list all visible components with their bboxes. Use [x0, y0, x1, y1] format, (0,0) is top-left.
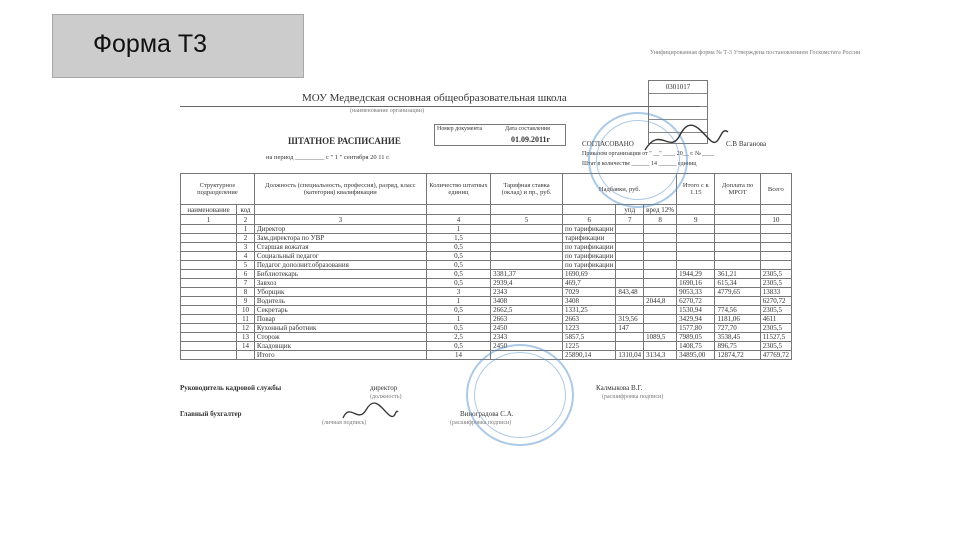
- table-cell: [616, 333, 644, 342]
- doc-meta-box: [434, 124, 566, 146]
- header-cell: Доплата по МРОТ: [715, 174, 760, 205]
- table-cell: [677, 225, 715, 234]
- sign-sub: (личная подпись): [322, 420, 367, 426]
- staff-table: [180, 173, 792, 360]
- table-cell: 361,21: [715, 270, 760, 279]
- table-cell: по тарификации: [563, 225, 616, 234]
- name-sub: (расшифровка подписи): [450, 420, 512, 426]
- header-cell: Надбавки, руб.: [563, 174, 677, 205]
- header-cell: Должность (специальность, профессия), разряд, класс (категория) квалификации: [254, 174, 426, 205]
- staff-count: Штат в количестве ______ 14 ______ единиц: [582, 161, 697, 167]
- table-cell: Кладовщик: [254, 342, 426, 351]
- table-cell: [181, 270, 237, 279]
- table-cell: 3538,45: [715, 333, 760, 342]
- table-cell: 4779,65: [715, 288, 760, 297]
- table-cell: 1181,06: [715, 315, 760, 324]
- table-row: [181, 315, 792, 324]
- table-cell: 25890,14: [563, 351, 616, 360]
- table-cell: 11: [237, 315, 255, 324]
- table-cell: 7989,05: [677, 333, 715, 342]
- table-cell: 2663: [563, 315, 616, 324]
- table-cell: Директор: [254, 225, 426, 234]
- table-cell: [644, 324, 677, 333]
- staffing-document: [170, 48, 861, 448]
- table-cell: 11527,5: [760, 333, 791, 342]
- subheader-cell: код: [237, 205, 255, 215]
- table-cell: 1223: [563, 324, 616, 333]
- header-cell: Итого с к 1.15: [677, 174, 715, 205]
- period: на период _________ с " 1 " сентября 20 11 г.: [266, 154, 390, 161]
- table-cell: Сторож: [254, 333, 426, 342]
- table-cell: Секретарь: [254, 306, 426, 315]
- table-cell: [237, 351, 255, 360]
- table-cell: [644, 306, 677, 315]
- table-cell: 1690,69: [563, 270, 616, 279]
- table-cell: 2305,5: [760, 324, 791, 333]
- table-cell: 1089,5: [644, 333, 677, 342]
- table-row: [181, 243, 792, 252]
- doc-num-label: Номер документа: [437, 126, 483, 132]
- table-cell: Повар: [254, 315, 426, 324]
- table-cell: 3: [237, 243, 255, 252]
- table-cell: по тарификации: [563, 243, 616, 252]
- table-cell: 47769,72: [760, 351, 791, 360]
- table-cell: [491, 243, 563, 252]
- table-cell: [715, 243, 760, 252]
- table-cell: 14: [237, 342, 255, 351]
- table-cell: [644, 252, 677, 261]
- table-cell: 1690,16: [677, 279, 715, 288]
- code-value: 0301017: [649, 81, 707, 94]
- table-cell: 10: [237, 306, 255, 315]
- table-cell: [644, 288, 677, 297]
- table-cell: 0,5: [426, 243, 490, 252]
- table-cell: [760, 261, 791, 270]
- table-cell: 3381,37: [491, 270, 563, 279]
- table-row: [181, 270, 792, 279]
- table-cell: 9: [237, 297, 255, 306]
- table-cell: 1: [237, 225, 255, 234]
- doc-title: ШТАТНОЕ РАСПИСАНИЕ: [288, 136, 401, 146]
- table-cell: 1225: [563, 342, 616, 351]
- table-cell: 8: [237, 288, 255, 297]
- table-cell: [616, 297, 644, 306]
- table-row: [181, 225, 792, 234]
- table-cell: [491, 252, 563, 261]
- signature-icon: [640, 120, 730, 160]
- signature-icon: [340, 400, 400, 426]
- table-cell: 1530,94: [677, 306, 715, 315]
- head-name: Калмыкова В.Г.: [596, 384, 643, 392]
- table-cell: 34895,00: [677, 351, 715, 360]
- table-cell: 7: [237, 279, 255, 288]
- accountant-name: Виноградова С.А.: [460, 410, 514, 418]
- table-cell: Водитель: [254, 297, 426, 306]
- table-cell: 319,56: [616, 315, 644, 324]
- col-number: 6: [563, 215, 616, 225]
- table-cell: 0,5: [426, 270, 490, 279]
- table-cell: 3134,3: [644, 351, 677, 360]
- table-cell: 2305,5: [760, 270, 791, 279]
- table-cell: 2044,8: [644, 297, 677, 306]
- table-cell: [181, 234, 237, 243]
- table-cell: Уборщик: [254, 288, 426, 297]
- table-cell: 3429,94: [677, 315, 715, 324]
- top-note: Унифицированная форма № Т-3 Утверждена постановлением Госкомстата России: [650, 50, 861, 56]
- table-cell: [715, 252, 760, 261]
- head-role-sub: (должность): [370, 394, 402, 400]
- col-number: 9: [677, 215, 715, 225]
- table-cell: Педагог дополнит.образования: [254, 261, 426, 270]
- table-cell: 2450: [491, 342, 563, 351]
- table-cell: Социальный педагог: [254, 252, 426, 261]
- table-cell: 1944,29: [677, 270, 715, 279]
- table-cell: 3: [426, 288, 490, 297]
- table-header-row: [181, 174, 792, 205]
- doc-date: 01.09.2011г: [511, 135, 551, 144]
- table-cell: [181, 342, 237, 351]
- col-number: 1: [181, 215, 237, 225]
- table-row: [181, 252, 792, 261]
- table-row: [181, 279, 792, 288]
- table-cell: 147: [616, 324, 644, 333]
- table-cell: 13: [237, 333, 255, 342]
- table-cell: [677, 234, 715, 243]
- table-cell: 0,5: [426, 279, 490, 288]
- head-name-sub: (расшифровка подписи): [602, 394, 664, 400]
- table-cell: [181, 279, 237, 288]
- table-cell: 1: [426, 315, 490, 324]
- col-number: 8: [644, 215, 677, 225]
- stamp-icon: [466, 344, 574, 446]
- table-cell: [181, 252, 237, 261]
- table-cell: [644, 315, 677, 324]
- table-cell: [616, 252, 644, 261]
- table-cell: 7029: [563, 288, 616, 297]
- col-number: 10: [760, 215, 791, 225]
- table-cell: 1: [426, 297, 490, 306]
- table-cell: [644, 234, 677, 243]
- table-cell: [181, 288, 237, 297]
- table-cell: [644, 279, 677, 288]
- table-cell: [616, 243, 644, 252]
- table-cell: [181, 243, 237, 252]
- col-number: 3: [254, 215, 426, 225]
- doc-date-label: Дата составления: [505, 126, 550, 132]
- table-cell: [616, 234, 644, 243]
- table-cell: 2305,5: [760, 279, 791, 288]
- table-cell: [715, 225, 760, 234]
- table-cell: [760, 234, 791, 243]
- table-cell: 2343: [491, 333, 563, 342]
- table-cell: 469,7: [563, 279, 616, 288]
- table-cell: Старшая вожатая: [254, 243, 426, 252]
- table-cell: тарификации: [563, 234, 616, 243]
- table-cell: 3408: [491, 297, 563, 306]
- table-cell: 843,48: [616, 288, 644, 297]
- table-cell: [491, 234, 563, 243]
- table-cell: 1331,25: [563, 306, 616, 315]
- table-cell: [491, 261, 563, 270]
- table-cell: [715, 234, 760, 243]
- table-cell: 0,5: [426, 324, 490, 333]
- header-cell: Всего: [760, 174, 791, 205]
- slide-title: Форма Т3: [93, 30, 208, 58]
- table-row: [181, 234, 792, 243]
- subheader-cell: упд: [616, 205, 644, 215]
- table-cell: 1,5: [426, 234, 490, 243]
- table-cell: [677, 261, 715, 270]
- table-cell: [616, 306, 644, 315]
- table-cell: 1408,75: [677, 342, 715, 351]
- table-cell: [760, 243, 791, 252]
- table-cell: [491, 225, 563, 234]
- table-cell: 0,5: [426, 306, 490, 315]
- table-cell: 2939,4: [491, 279, 563, 288]
- table-cell: Итого: [254, 351, 426, 360]
- subheader-cell: вред 12%: [644, 205, 677, 215]
- header-cell: Структурное подразделение: [181, 174, 255, 205]
- org-name: МОУ Медведская основная общеобразовательная школа: [302, 92, 567, 104]
- table-cell: 2305,5: [760, 342, 791, 351]
- table-cell: 5: [237, 261, 255, 270]
- table-cell: [760, 225, 791, 234]
- table-cell: [616, 270, 644, 279]
- table-row: [181, 288, 792, 297]
- table-cell: Библиотекарь: [254, 270, 426, 279]
- table-cell: 4611: [760, 315, 791, 324]
- table-cell: [760, 252, 791, 261]
- table-cell: 2450: [491, 324, 563, 333]
- header-cell: Количество штатных единиц: [426, 174, 490, 205]
- table-cell: по тарификации: [563, 261, 616, 270]
- table-cell: [616, 279, 644, 288]
- table-cell: [677, 243, 715, 252]
- table-row: [181, 297, 792, 306]
- table-row: [181, 306, 792, 315]
- approved-name: С.В Ваганова: [726, 140, 767, 148]
- table-cell: 615,34: [715, 279, 760, 288]
- table-row: [181, 333, 792, 342]
- table-cell: [181, 351, 237, 360]
- table-row: [181, 261, 792, 270]
- table-cell: [616, 261, 644, 270]
- table-cell: 2: [237, 234, 255, 243]
- table-cell: [644, 243, 677, 252]
- table-cell: 2343: [491, 288, 563, 297]
- table-cell: [181, 306, 237, 315]
- approved-order: Приказом организации от " __" ____ 20__ г. № ____: [582, 151, 715, 157]
- table-cell: [644, 225, 677, 234]
- table-cell: 1310,04: [616, 351, 644, 360]
- table-cell: по тарификации: [563, 252, 616, 261]
- table-cell: 0,5: [426, 342, 490, 351]
- head-role: директор: [370, 384, 398, 392]
- table-cell: [715, 297, 760, 306]
- table-cell: [616, 225, 644, 234]
- subheader-row: [181, 205, 792, 215]
- table-cell: 14: [426, 351, 490, 360]
- table-cell: [644, 261, 677, 270]
- table-cell: [181, 333, 237, 342]
- table-cell: [644, 270, 677, 279]
- header-cell: Тарифная ставка (оклад) и пр., руб.: [491, 174, 563, 205]
- table-cell: 2663: [491, 315, 563, 324]
- col-number: 2: [237, 215, 255, 225]
- org-sub: (наименование организации): [350, 108, 424, 114]
- table-cell: 5857,5: [563, 333, 616, 342]
- head-of-hr-label: Руководитель кадровой службы: [180, 384, 282, 392]
- table-cell: 12874,72: [715, 351, 760, 360]
- table-cell: 0,5: [426, 261, 490, 270]
- table-cell: [181, 261, 237, 270]
- table-cell: [181, 225, 237, 234]
- table-cell: 0,5: [426, 252, 490, 261]
- col-number: 5: [491, 215, 563, 225]
- table-cell: 1577,80: [677, 324, 715, 333]
- table-cell: 6: [237, 270, 255, 279]
- table-cell: 6270,72: [760, 297, 791, 306]
- table-cell: [616, 342, 644, 351]
- table-cell: [181, 315, 237, 324]
- column-number-row: [181, 215, 792, 225]
- table-cell: 3408: [563, 297, 616, 306]
- table-cell: 12: [237, 324, 255, 333]
- table-cell: Завхоз: [254, 279, 426, 288]
- table-row: [181, 342, 792, 351]
- table-cell: 4: [237, 252, 255, 261]
- table-cell: [181, 324, 237, 333]
- table-cell: [677, 252, 715, 261]
- table-cell: Кухонный работник: [254, 324, 426, 333]
- table-cell: 2305,5: [760, 306, 791, 315]
- table-cell: 2662,5: [491, 306, 563, 315]
- table-cell: 727,70: [715, 324, 760, 333]
- table-row: [181, 324, 792, 333]
- table-cell: 774,56: [715, 306, 760, 315]
- table-cell: [181, 297, 237, 306]
- table-cell: [644, 342, 677, 351]
- subheader-cell: наименование: [181, 205, 237, 215]
- table-cell: 896,75: [715, 342, 760, 351]
- col-number: 7: [616, 215, 644, 225]
- col-number: 4: [426, 215, 490, 225]
- table-cell: 6270,72: [677, 297, 715, 306]
- table-cell: 13833: [760, 288, 791, 297]
- accountant-label: Главный бухгалтер: [180, 410, 242, 418]
- table-cell: 1: [426, 225, 490, 234]
- table-cell: [715, 261, 760, 270]
- table-cell: 2,5: [426, 333, 490, 342]
- approved-label: СОГЛАСОВАНО: [582, 140, 634, 148]
- table-cell: 9053,33: [677, 288, 715, 297]
- table-cell: Зам.директора по УВР: [254, 234, 426, 243]
